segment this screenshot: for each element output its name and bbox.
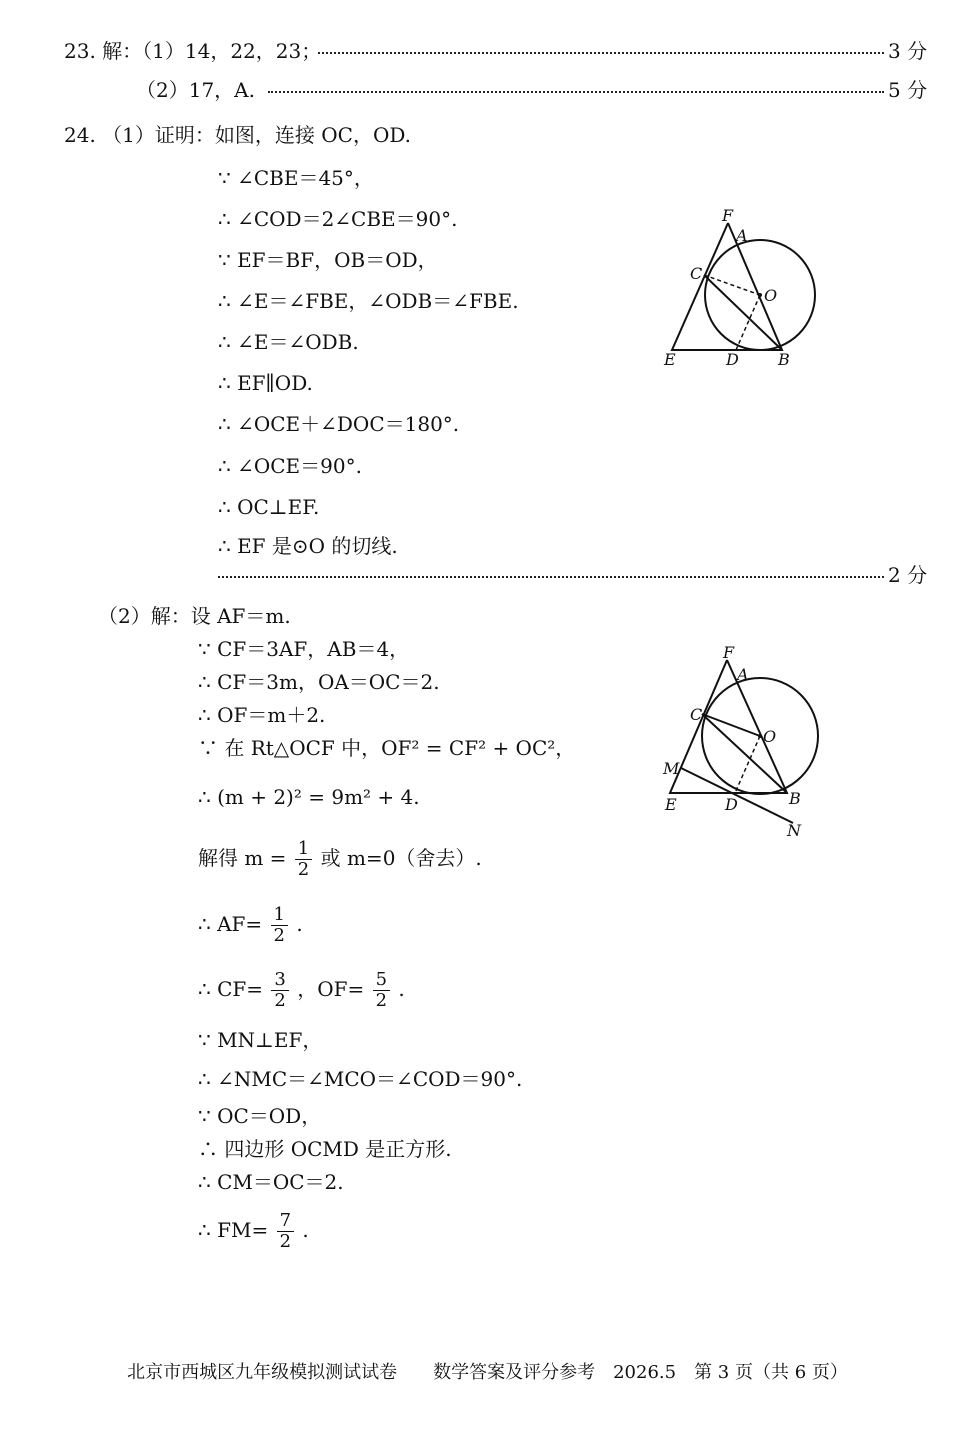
proof-line: ∵ EF＝BF，OB＝OD， xyxy=(218,248,438,272)
fig2-label-o: O xyxy=(763,727,777,746)
cf-prefix: ∴ CF= xyxy=(198,977,264,1001)
proof-line: ∴ ∠E＝∠ODB. xyxy=(218,330,359,354)
q23-part2: （2）17，A. xyxy=(136,78,255,102)
fig2-label-f: F xyxy=(723,643,735,662)
fig2-label-c: C xyxy=(690,705,703,724)
denominator: 2 xyxy=(279,1231,292,1252)
fig1-label-d: D xyxy=(726,350,739,369)
af-suffix: . xyxy=(296,912,303,936)
solve-prefix: 解得 m = xyxy=(198,846,287,870)
denominator: 2 xyxy=(273,925,285,946)
cf-of-line xyxy=(198,967,405,1011)
fm-prefix: ∴ FM= xyxy=(198,1218,269,1242)
fraction xyxy=(295,839,312,880)
numerator: 3 xyxy=(271,970,288,991)
fig2-label-a: A xyxy=(737,665,749,684)
proof-line: ∴ ∠E＝∠FBE，∠ODB＝∠FBE. xyxy=(218,289,519,313)
proof-line: ∴ OC⊥EF. xyxy=(218,495,320,519)
fig1-label-e: E xyxy=(664,350,676,369)
dotted-leader xyxy=(218,576,884,578)
fraction xyxy=(277,1211,294,1252)
solution-line: ∴ OF＝m＋2. xyxy=(198,703,326,727)
dotted-leader xyxy=(268,91,884,93)
score-5: 5 分 xyxy=(888,78,928,102)
solve-suffix: 或 m=0（舍去）. xyxy=(320,846,482,870)
numerator: 5 xyxy=(373,970,390,991)
fig2-label-m: M xyxy=(663,759,680,778)
solution-line: ∴ ∠NMC＝∠MCO＝∠COD＝90°. xyxy=(198,1067,523,1091)
numerator: 7 xyxy=(277,1211,294,1232)
solve-line xyxy=(198,836,482,880)
solution-line: ∵ MN⊥EF， xyxy=(198,1028,323,1052)
numerator: 1 xyxy=(295,839,312,860)
proof-line: ∴ EF 是⊙O 的切线. xyxy=(218,534,398,558)
solution-line: ∴ CM＝OC＝2. xyxy=(198,1170,344,1194)
proof-line: ∴ ∠OCE＝90°. xyxy=(218,454,362,478)
fraction xyxy=(271,970,288,1011)
solution-line: ∴ (m + 2)² = 9m² + 4. xyxy=(198,785,420,809)
cf-of-suffix: . xyxy=(398,977,405,1001)
fm-line xyxy=(198,1208,309,1252)
fraction xyxy=(271,905,288,946)
fig1-label-c: C xyxy=(690,264,703,283)
fig1-label-a: A xyxy=(736,226,748,245)
q23-part1: 23. 解：（1）14，22，23； xyxy=(64,39,322,63)
fig2-label-n: N xyxy=(787,821,801,840)
fig1-label-f: F xyxy=(722,206,734,225)
solution-line: ∴ 四边形 OCMD 是正方形. xyxy=(198,1137,452,1161)
af-line xyxy=(198,902,303,946)
proof-line: ∴ EF∥OD. xyxy=(218,371,313,395)
fm-suffix: . xyxy=(302,1218,309,1242)
figure-2 xyxy=(655,640,835,840)
part2-heading: （2）解：设 AF＝m. xyxy=(98,604,291,628)
fig2-label-e: E xyxy=(665,795,677,814)
proof-line: ∵ ∠CBE＝45°， xyxy=(218,166,374,190)
score-3: 3 分 xyxy=(888,39,928,63)
fig1-label-b: B xyxy=(778,350,790,369)
page-footer: 北京市西城区九年级模拟测试试卷 数学答案及评分参考 2026.5 第 3 页（共 6 页） xyxy=(127,1362,848,1383)
af-prefix: ∴ AF= xyxy=(198,912,263,936)
fraction xyxy=(373,970,390,1011)
solution-line: ∵ OC＝OD， xyxy=(198,1104,322,1128)
solution-line: ∴ CF＝3m，OA＝OC＝2. xyxy=(198,670,440,694)
fig1-label-o: O xyxy=(764,286,778,305)
figure-1 xyxy=(660,205,830,375)
fig2-label-b: B xyxy=(789,789,801,808)
denominator: 2 xyxy=(274,990,286,1011)
dotted-leader xyxy=(318,52,884,54)
solution-line: ∵ CF＝3AF，AB＝4， xyxy=(198,637,410,661)
solution-line: ∵ 在 Rt△OCF 中，OF² = CF² + OC²， xyxy=(198,736,576,760)
proof-line: ∴ ∠COD＝2∠CBE＝90°. xyxy=(218,207,458,231)
proof-line: ∴ ∠OCE＋∠DOC＝180°. xyxy=(218,412,460,436)
denominator: 2 xyxy=(297,859,310,880)
numerator: 1 xyxy=(271,905,288,926)
score-2: 2 分 xyxy=(888,563,928,587)
q24-heading: 24. （1）证明：如图，连接 OC，OD. xyxy=(64,123,412,147)
of-prefix: ，OF= xyxy=(297,977,365,1001)
fig2-label-d: D xyxy=(725,795,738,814)
denominator: 2 xyxy=(375,990,388,1011)
